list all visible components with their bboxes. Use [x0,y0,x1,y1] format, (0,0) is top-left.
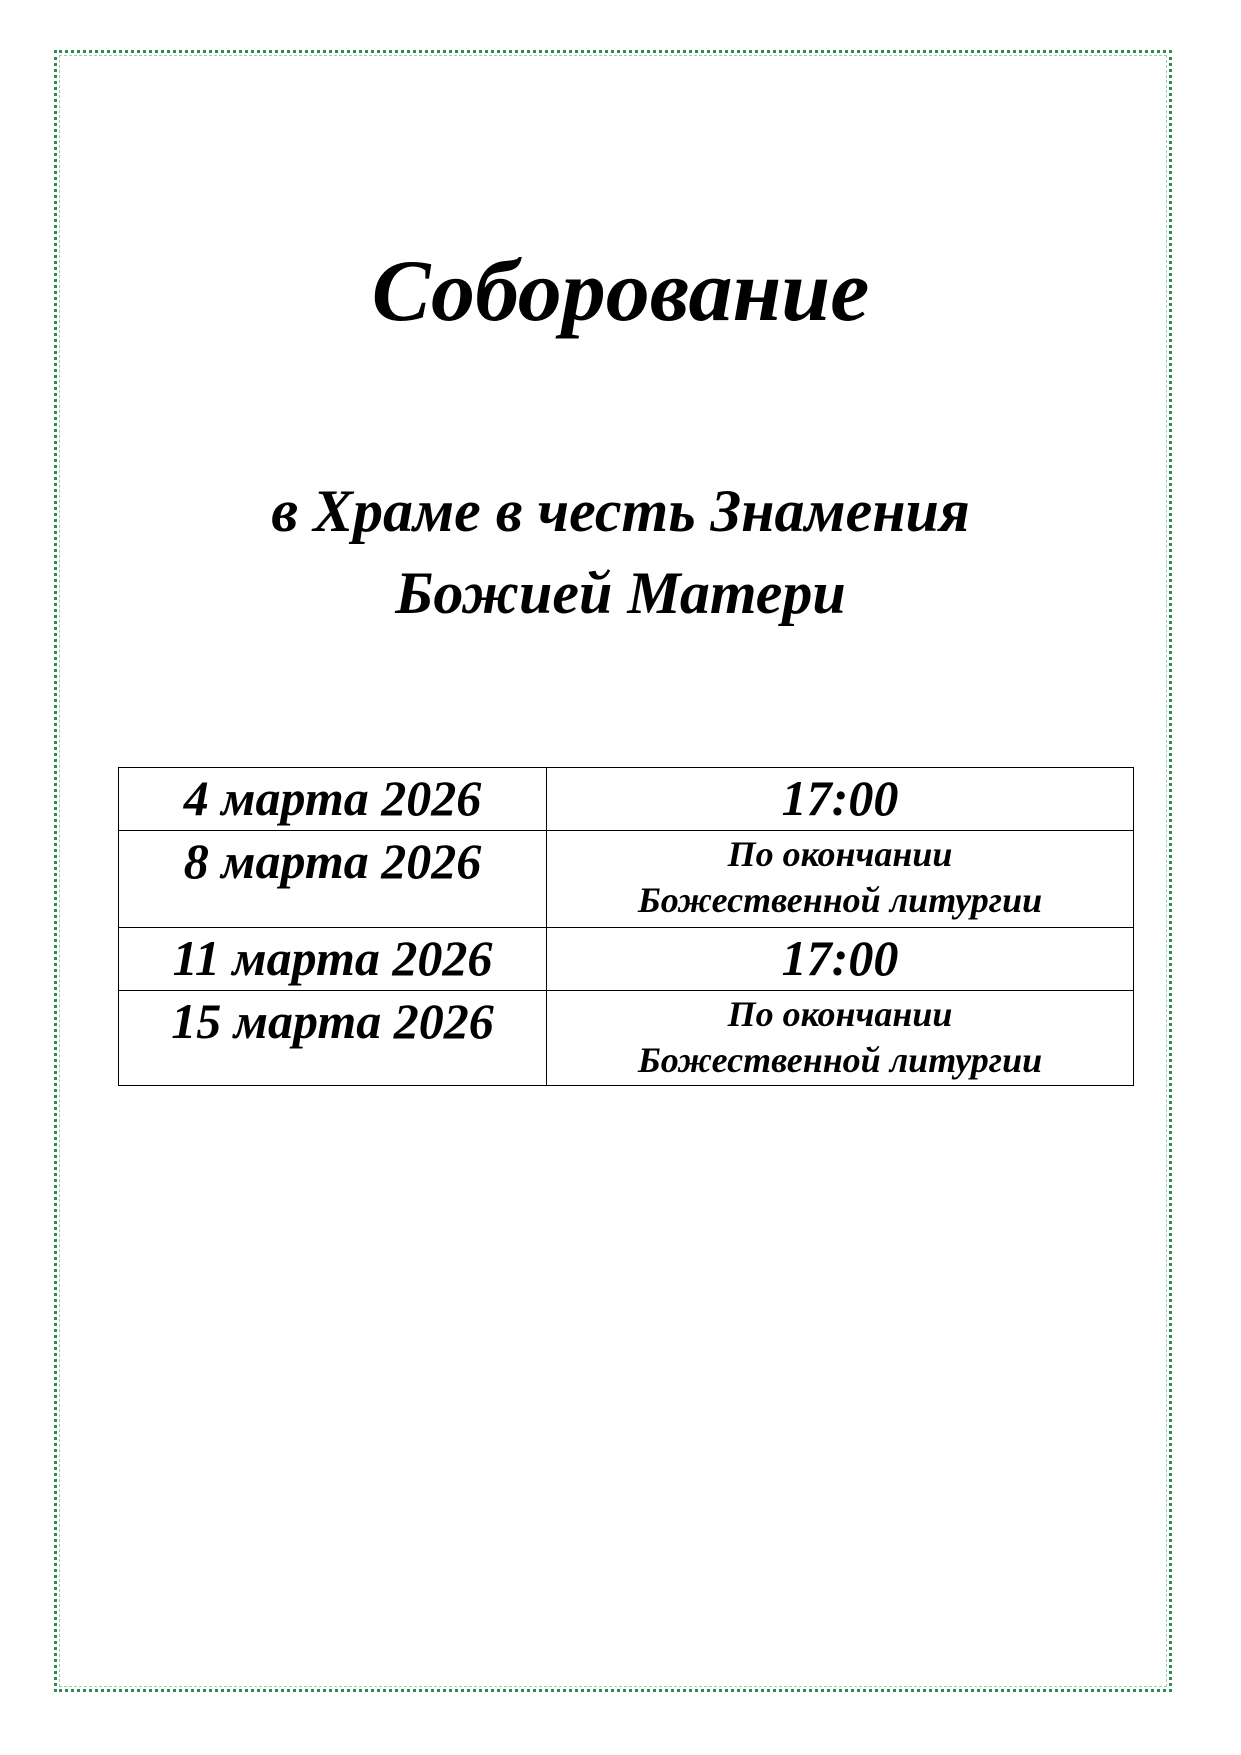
subtitle [0,470,1241,634]
page-title: Соборование [371,243,870,340]
schedule-table [118,767,1134,1086]
subtitle-line-2: Божией Матери [395,560,846,626]
table-row [119,991,1134,1086]
time-note-line-1: По окончании [727,994,953,1034]
date-cell: 11 марта 2026 [119,928,547,991]
time-note-line-2: Божественной литургии [637,880,1043,920]
date-cell: 15 марта 2026 [119,991,547,1086]
time-cell: 17:00 [547,768,1134,831]
subtitle-line-1: в Храме в честь Знамения [271,478,970,544]
time-note-line-2: Божественной литургии [637,1040,1043,1080]
table-row [119,928,1134,991]
date-cell: 4 марта 2026 [119,768,547,831]
table-row [119,768,1134,831]
time-note-line-1: По окончании [727,834,953,874]
time-cell: 17:00 [547,928,1134,991]
time-note-cell [547,831,1134,928]
table-row [119,831,1134,928]
date-cell: 8 марта 2026 [119,831,547,928]
time-note-cell [547,991,1134,1086]
